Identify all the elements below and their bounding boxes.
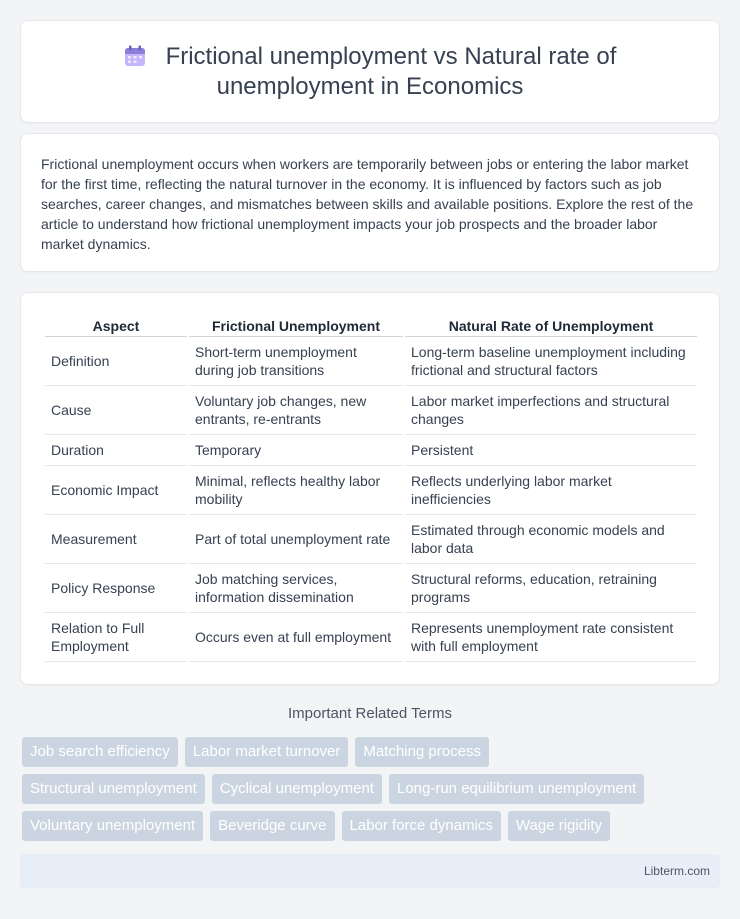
footer — [20, 854, 720, 888]
table-cell: Labor market imperfections and structural changes — [405, 386, 697, 435]
related-term-tag[interactable]: Structural unemployment — [22, 774, 205, 804]
table-cell: Minimal, reflects healthy labor mobility — [189, 466, 403, 515]
title-text: Frictional unemployment vs Natural rate of unemployment in Economics — [165, 42, 617, 100]
related-term-tag[interactable]: Labor market turnover — [185, 737, 349, 767]
tag-row — [22, 774, 722, 804]
related-term-tag[interactable]: Beveridge curve — [210, 811, 334, 841]
table-cell: Voluntary job changes, new entrants, re-entrants — [189, 386, 403, 435]
header-natural-rate: Natural Rate of Unemployment — [405, 313, 697, 337]
table-cell: Relation to Full Employment — [45, 613, 187, 662]
table-cell: Definition — [45, 337, 187, 386]
header-aspect: Aspect — [45, 313, 187, 337]
related-term-tag[interactable]: Long-run equilibrium unemployment — [389, 774, 644, 804]
table-cell: Occurs even at full employment — [189, 613, 403, 662]
table-cell: Job matching services, information dissemination — [189, 564, 403, 613]
page-title — [51, 42, 689, 102]
title-card — [20, 20, 720, 123]
footer-site-link[interactable]: Libterm.com — [643, 864, 710, 878]
calendar-icon — [124, 45, 146, 67]
related-terms-title: Important Related Terms — [288, 705, 452, 722]
comparison-table-card — [20, 292, 720, 685]
table-cell: Economic Impact — [45, 466, 187, 515]
related-term-tag[interactable]: Cyclical unemployment — [212, 774, 382, 804]
intro-text: Frictional unemployment occurs when workers are temporarily between jobs or entering the labor market for the first time, reflecting the natural turnover in the economy. It is influenced by factors such as job searches, career changes, and mismatches between skills and available positions. Explore the rest of the article to understand how frictional unemployment impacts your job prospects and the broader labor market dynamics. — [41, 156, 694, 252]
table-cell: Cause — [45, 386, 187, 435]
table-cell: Structural reforms, education, retraining programs — [405, 564, 697, 613]
table-row — [45, 435, 697, 466]
related-term-tag[interactable]: Voluntary unemployment — [22, 811, 203, 841]
table-cell: Long-term baseline unemployment including frictional and structural factors — [405, 337, 697, 386]
table-row — [45, 466, 697, 515]
tag-row — [22, 811, 722, 841]
table-cell: Persistent — [405, 435, 697, 466]
table-cell: Estimated through economic models and labor data — [405, 515, 697, 564]
table-cell: Measurement — [45, 515, 187, 564]
related-term-tag[interactable]: Matching process — [355, 737, 489, 767]
related-term-tag[interactable]: Labor force dynamics — [342, 811, 501, 841]
table-row — [45, 386, 697, 435]
intro-card — [20, 133, 720, 272]
table-header-row — [45, 313, 697, 337]
table-row — [45, 337, 697, 386]
table-cell: Temporary — [189, 435, 403, 466]
tag-row — [22, 737, 722, 767]
table-row — [45, 564, 697, 613]
related-term-tag[interactable]: Wage rigidity — [508, 811, 610, 841]
table-cell: Duration — [45, 435, 187, 466]
table-cell: Policy Response — [45, 564, 187, 613]
comparison-table — [43, 313, 699, 662]
table-cell: Short-term unemployment during job transitions — [189, 337, 403, 386]
table-row — [45, 515, 697, 564]
table-cell: Reflects underlying labor market inefficiencies — [405, 466, 697, 515]
table-row — [45, 613, 697, 662]
table-cell: Part of total unemployment rate — [189, 515, 403, 564]
table-cell: Represents unemployment rate consistent with full employment — [405, 613, 697, 662]
related-terms-list — [22, 737, 722, 848]
related-term-tag[interactable]: Job search efficiency — [22, 737, 178, 767]
header-frictional: Frictional Unemployment — [189, 313, 403, 337]
